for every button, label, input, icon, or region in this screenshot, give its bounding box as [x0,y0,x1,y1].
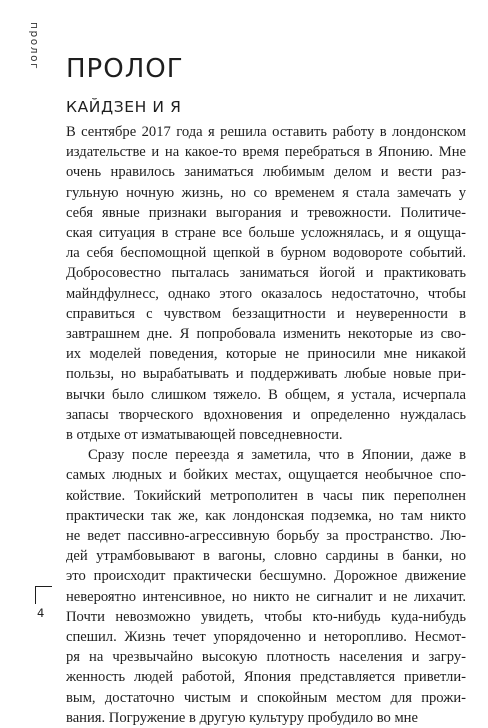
text-line: не ведет пассивно-агрессивную борьбу за пространство. Лю- [66,528,466,545]
text-line: спешил. Жизнь течет упорядоченно и неторопливо. Несмот- [66,629,466,646]
text-line: невероятно интенсивное, но никто не сигналит и не лихачит. [66,588,466,605]
text-line: завтрашнем дне. Я попробовала изменить некоторые из сво- [66,326,466,343]
text-line: вания. Погружение в другую культуру пробудило во мне [66,709,418,726]
text-line: запасы творческого вдохновения и определенно нуждалась [66,406,466,423]
paragraph-2 [66,445,466,728]
text-line: вычки было слишком тяжело. В общем, я устала, исчерпала [66,386,466,403]
text-line: издательстве и на какое-то время перебраться в Японию. Мне [66,144,466,161]
text-line: майндфулнесс, однако этого оказалось недостаточно, чтобы [66,285,466,302]
text-line: самых людных и бойких местах, ощущается необычное спо- [66,467,466,484]
running-head-text: пролог [28,22,40,71]
text-line: ская ситуация в стране все больше усложнялась, и я ощуща- [66,225,466,242]
text-line: вым, достаточно чистым и спокойным местом для прожи- [66,689,466,706]
text-line: практически так же, как лондонская подземка, но там никто [66,507,466,524]
text-line: Почти невозможно увидеть, чтобы кто-нибудь куда-нибудь [66,608,466,625]
folio-rule-vertical [35,586,36,604]
text-line: гульную ночную жизнь, но со временем я стала замечать у [66,184,466,201]
chapter-title: ПРОЛОГ [66,54,184,84]
paragraph-1 [66,122,466,445]
section-title: КАЙДЗЕН И Я [66,98,182,116]
folio-rule-horizontal [35,586,52,587]
page-number: 4 [37,606,45,620]
text-line: справиться с чувством беззащитности и неуверенности в [66,305,466,322]
text-line: женность людей работой, Япония представляется приветли- [66,669,466,686]
text-line: В сентябре 2017 года я решила оставить работу в лондонском [66,124,466,140]
text-line: дей утрамбовывают в вагоны, словно сардины в банки, но [66,548,466,565]
text-line: Добросовестно пыталась заниматься йогой и практиковать [66,265,466,282]
text-line: пользы, но вырабатывать и поддерживать любые новые при- [66,366,466,383]
text-line: Сразу после переезда я заметила, что в Японии, даже в [88,447,466,464]
text-line: это происходит практически бесшумно. Дорожное движение [66,568,466,585]
running-head [24,22,46,112]
body-text [66,122,466,728]
text-line: ря на чрезвычайно высокую плотность населения и загру- [66,649,466,666]
text-line: в отдыхе от изматывающей повседневности. [66,427,343,444]
text-line: очень нравилось заниматься любимым делом и вести раз- [66,164,466,181]
text-line: ла себя беспомощной щепкой в бурном водовороте событий. [66,245,466,262]
text-line: себя явные признаки выгорания и тревожности. Политиче- [66,204,466,221]
text-line: койствие. Токийский метрополитен в часы пик переполнен [66,487,466,504]
text-line: их моделей поведения, которые не приносили мне никакой [66,346,466,363]
